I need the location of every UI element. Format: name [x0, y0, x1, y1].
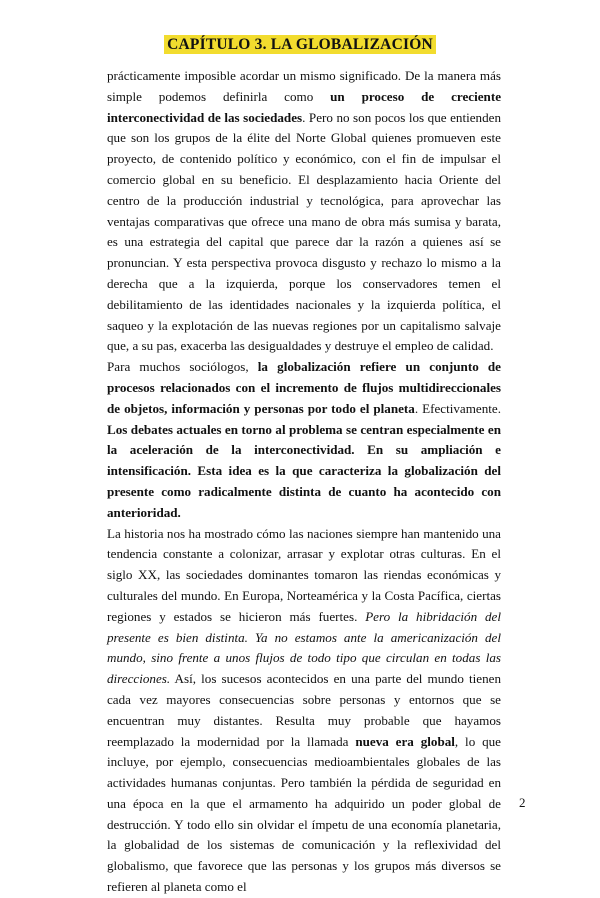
chapter-title [0, 36, 600, 54]
text-run: prácticamente imposible acordar un mismo significado. De la manera más simple podemos definirla como [107, 68, 501, 104]
page-number: 2 [519, 795, 526, 810]
text-run-bold: Los debates actuales en torno al problema se centran especialmente en la aceleración de la interconectividad. En su ampliación e intensificación. Esta idea es la que caracteriza la globalización del presente como radicalmente distinta de cuanto ha acontecido con anterioridad. [107, 421, 501, 520]
text-run-bold: nueva era global [355, 733, 455, 749]
text-run: . Efectivamente. [414, 400, 501, 416]
body-text [107, 66, 501, 898]
text-run-bold: un proceso de creciente interconectividad de las sociedades [107, 88, 502, 125]
text-run: . Pero no son pocos los que entienden que son los grupos de la élite del Norte Global quienes promueven este proyecto, de contenido político y económico, con el fin de impulsar el comercio global en su beneficio. El desplazamiento hacia Oriente del centro de la producción industrial y tecnológica, para aprovechar las ventajas comparativas que ofrece una mano de obra más sumisa y barata, es una estrategia del capital que parece dar la razón a quienes así se pronuncian. Y esta perspectiva provoca disgusto y rechazo lo mismo a la derecha que a la izquierda, porque los conservadores temen el debilitamiento de las identidades nacionales y la izquierda política, el saqueo y la explotación de las nuevas regiones por un capitalismo salvaje que, a su pas, exacerba las desigualdades y destruye el empleo de calidad. [107, 109, 501, 354]
chapter-title-highlight: CAPÍTULO 3. LA GLOBALIZACIÓN [164, 35, 436, 54]
text-run: La historia nos ha mostrado cómo las naciones siempre han mantenido una tendencia constante a colonizar, arrasar y explotar otras culturas. En el siglo XX, las sociedades dominantes tomaron las riendas económicas y culturales del mundo. En Europa, Norteamérica y la Costa Pacífica, ciertas regiones y estados se hicieron más fuertes. [107, 525, 501, 624]
text-run-italic: Pero la hibridación del presente es bien distinta. Ya no estamos ante la americanización del mundo, sino frente a unos flujos de todo tipo que circulan en todas las direcciones. [107, 608, 501, 687]
text-run-bold: la globalización refiere un conjunto de procesos relacionados con el incremento de flujos multidireccionales de objetos, información y personas por todo el planeta [107, 359, 501, 416]
paragraph-2 [107, 357, 501, 523]
text-run: , lo que incluye, por ejemplo, consecuencias medioambientales globales de las actividades humanas conjuntas. Pero también la pérdida de seguridad en una época en la que el armamento ha adquirido un poder global de destrucción. Y todo ello sin olvidar el ímpetu de una economía planetaria, la globalidad de los sistemas de comunicación y la reflexividad del globalismo, que favorece que las personas y los grupos más diversos se refieren al planeta como el [107, 733, 501, 895]
text-run: Para muchos sociólogos, [107, 359, 258, 375]
paragraph-3 [107, 524, 501, 898]
text-run: Así, los sucesos acontecidos en una parte del mundo tienen cada vez mayores consecuencias sobre personas y entornos que se encuentran muy distantes. Resulta muy probable que hayamos reemplazado la modernidad por la llamada [107, 671, 501, 749]
paragraph-1 [107, 66, 501, 357]
